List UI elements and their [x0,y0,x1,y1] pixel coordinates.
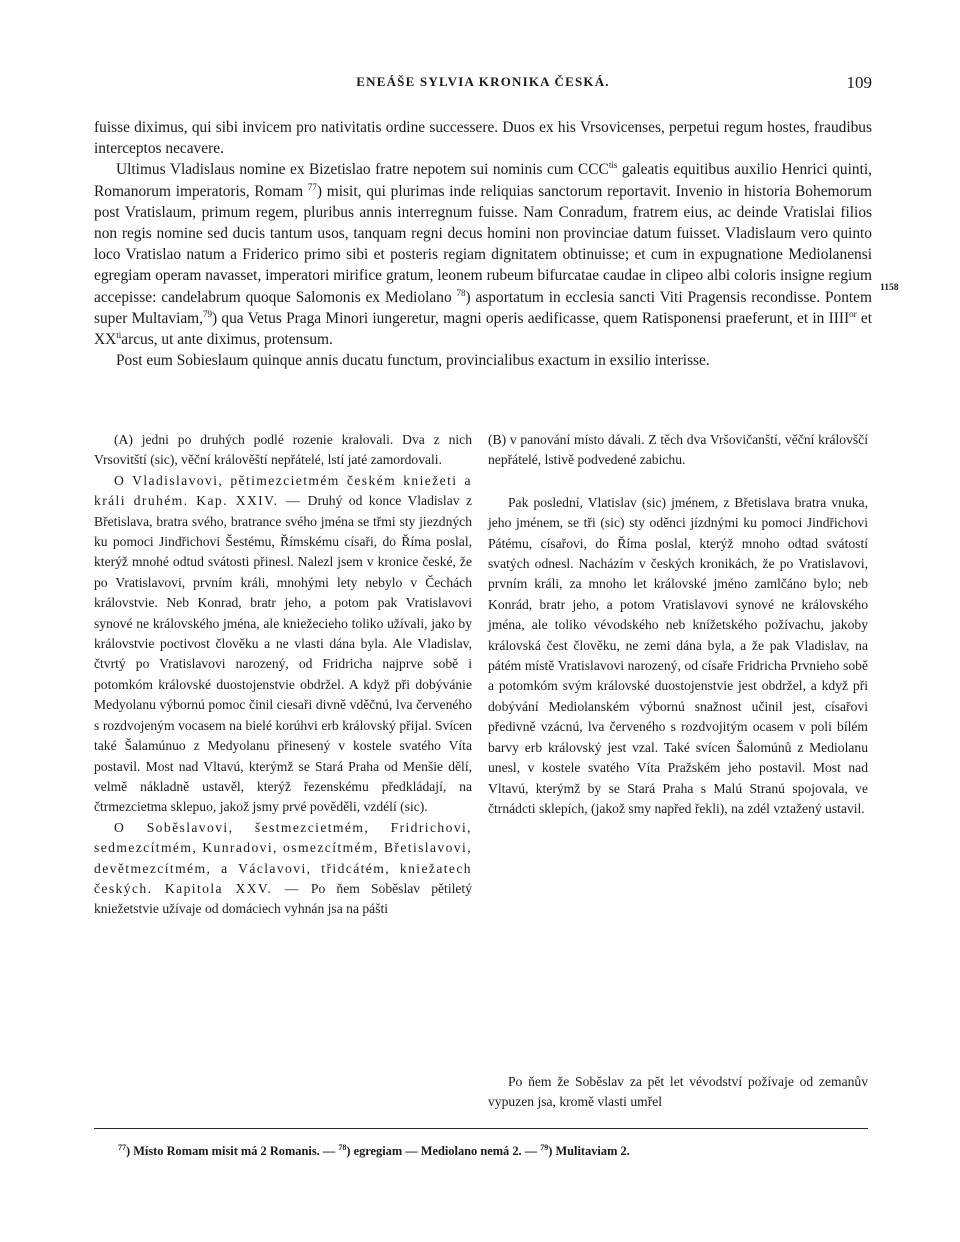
latin-text: arcus, ut ante diximus, protensum. [121,331,333,349]
running-head [94,74,872,96]
page-number: 109 [846,73,872,92]
latin-text: ) misit, qui plurimas inde reliquias sanctorum reportavit. Invenio in historia Bohemorum post Vratislaum, primum regem, pluribus annis interregnum fuisse. Nam Conradum, fratrem eius, ac deinde Vratislai filios non regis nomine sed ducis tantum usos, tanquam regni decus homini non provinciae datum fuisset. Vladislaum vero quinto loco Vratislao natum a Friderico primo sibi et posteris regiam dignitatem obtinuisse; et cum in expugnatione Mediolanensi egregiam operam navasset, imperatori mirifice gratum, leonem rubeum bifurcatae caudae in clipeo albi coloris insigne regium accepisse: candelabrum quoque Salomonis ex Mediolano [94,182,872,306]
left-text: Po ňem Soběslav pětiletý kniežetstvie užívaje od domáciech vyhnán jsa na pášti [94,880,472,917]
footnote-mark-78: 78 [338,1143,347,1152]
left-text: Druhý od konce Vladislav z Břetislava, bratra svého, bratrance svého jména se třmi sty jiezdných ku pomoci Jindřichovi Šestému, Římskému císaři, do Říma poslal, kterýž mnohé odtud svátosti přinesl. Nalezl jsem v kronice české, že po Vratislavovi, prvním králi, mnohými lety nebylo v Čechách královstvie. Neb Konrad, bratr jeho, a potom pak Vratislavovi synové ne královského jména, ale kniežecieho toliko užívali, jako by královstvie poctivost člověku a ne vlasti dána byla. Ale Vladislav, čtvrtý po Vratislavovi narozený, od Fridricha najprve sobě i potomkóm královské duostojenstvie obdržel. A když při dobývánie Medyolanu výbornú pomoc činil ciesaři divně vděčnú, lva červeného s rozdvojeným vocasem na bielé korúhvi erb královský přijal. Svícen také Šalamúnuo z Medyolanu přinesený v kostele svatého Víta postavil. Most nad Vltavú, kterýmž se Stará Praha od Menšie dělí, velmě nákladně ustavěl, kterýž řezenskému předkládají, na čtrmezcietma sklepuo, jakož jsmy prvé pověděli, vzdélí (sic). [94,493,472,815]
footnote-text: ) Místo Romam misit má 2 Romanis. — [126,1144,339,1159]
left-paragraph-1: (A) jedni po druhých podlé rozenie kralovali. Dva z nich Vrsovitští (sic), věční králověští nepřátelé, lstí jaté zamordovali. [94,432,472,468]
chapter-heading-25: O Soběslavovi, šestmezcietmém, Fridrichovi, sedmezcítmém, Kunradovi, osmezcítmém, Břetislavovi, devětmezcítmém, a Václavovi, třidcátém, kniežatech českých. Kapitola XXV. — [94,819,472,896]
latin-text: galeatis equitibus auxilio Henrici quinti, Romanorum imperatoris, Romam [94,161,872,200]
right-tail [488,1072,868,1113]
right-paragraph-2: Pak poslední, Vlatislav (sic) jménem, z Břetislava bratra vnuka, jeho jménem, se tři (sic) sty oděnci jízdnými ku pomoci Jindřichovi Pátému, císařovi, do Říma poslal, kterýž mnoho odtad svátostí svatých odnesl. Nacházím v českých kronikách, že po Vratislavovi, prvním králi, za mnoho let královské jméno zamlčáno bylo; neb Konrád, bratr jeho, a potom Vratislavovi synové ne královského jména, ale toliko vévodského neb knížetského požívachu, jakoby královská čest člověku, ne zemi dána byla, a že pak Vladislav, na pátém místě Vratislavovi narozený, od císaře Fridricha Prvnieho sobě a potomkóm svým královské duostojenstvie jest obdržel, a když při dobývání Mediolanském výbornú snažnost učinil jest, císařovi předivně vzácnú, lva červeného s rozdvojitým ocasem v poli bílém barvy erb královský jest vzal. Také svícen Šalomúnů z Mediolanu unesl, v kostele svatého Víta Pražském jeho postavil. Most nad Vltavú, kterýmž by se Stará Praha s Malú Stranú spojovala, ve čtrnádcti sklepích, (jakož smy napřed řekli), na zdél vztažený ustavil. [488,494,868,816]
latin-text: et XX [94,309,872,349]
footnote-text: ) egregiam — Mediolano nemá 2. — [346,1144,541,1159]
latin-text: ) qua Vetus Praga Minori iungeretur, magni operis aedificasse, quem Ratisponensi praeferunt, et in IIII [212,309,850,327]
latin-paragraph-1: fuisse diximus, qui sibi invicem pro nativitatis ordine successere. Duos ex his Vrsovicenses, perpetui regum hostes, fraudibus interceptos necavere. [94,119,872,158]
footnote-text: ) Mulitaviam 2. [548,1144,630,1159]
right-paragraph-1: (B) v panování místo dávali. Z těch dva Vršovičanští, věční královščí nepřátelé, lstivě podvedené zabichu. [488,432,868,468]
running-title: ENEÁŠE SYLVIA KRONIKA ČESKÁ. [356,74,610,89]
footnote-mark-79: 79 [540,1143,549,1152]
latin-text: Ultimus Vladislaus nomine ex Bizetislao fratre nepotem sui nominis cum CCC [116,161,609,179]
footnote-mark-77: 77 [118,1143,126,1152]
right-paragraph-3: Po ňem že Soběslav za pět let vévodství požívaje od zemanův vypuzen jsa, kromě vlasti umřel [488,1074,868,1110]
footnote-ref-78: 78 [456,287,466,298]
left-paragraph-3 [94,818,472,920]
latin-paragraph-2 [94,159,872,350]
right-column [488,430,868,819]
left-column [94,430,472,920]
latin-text-block [94,117,872,371]
latin-paragraph-3: Post eum Sobieslaum quinque annis ducatu functum, provincialibus exactum in exsilio interisse. [116,352,710,370]
superscript: ti [116,329,122,340]
left-paragraph-2 [94,471,472,818]
footnote-rule [94,1128,868,1129]
chapter-heading-24: O Vladislavovi, pětimezcietmém českém kniežeti a králi druhém. Kap. XXIV. — [94,472,472,509]
footnotes [118,1143,868,1159]
footnote-ref-79: 79 [203,308,212,319]
latin-text: ) asportatum in ecclesia sancti Viti Pragensis recondisse. Pontem super Multaviam, [94,288,872,327]
margin-year: 1158 [880,283,899,293]
spacer [488,471,868,493]
footnote-ref-77: 77 [307,181,317,192]
superscript: tis [608,160,618,171]
superscript: or [849,308,857,319]
